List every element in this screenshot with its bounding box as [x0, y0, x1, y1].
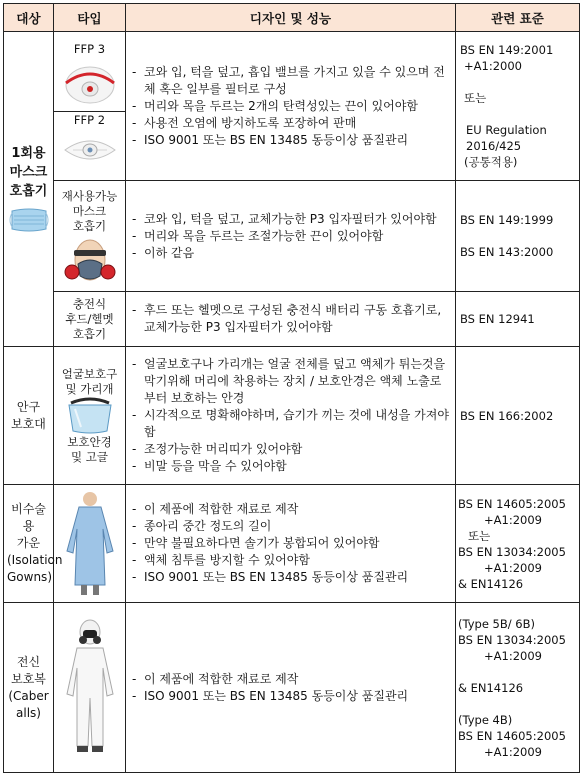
ppe-standards-table: [3, 3, 580, 773]
std-line: BS EN 166:2002: [460, 408, 554, 423]
type-isolation-gown: [54, 485, 126, 603]
std-line: 2016/425: [466, 139, 522, 153]
type-ffp: [54, 32, 126, 181]
type-line: 후드/헬멧: [65, 311, 114, 326]
category-line: (Caber: [8, 688, 49, 703]
category-line: 마스크: [9, 164, 48, 180]
std-line: BS EN 14605:2005: [458, 728, 566, 743]
std-line: 또는: [468, 528, 491, 543]
std-line: BS EN 149:1999: [460, 213, 554, 227]
half-mask-respirator-image: [60, 234, 120, 284]
std-line: EU Regulation: [466, 123, 547, 137]
std-blank: [458, 664, 575, 680]
type-line: 호흡기: [72, 326, 107, 341]
design-item: - 이 제품에 적합한 재료로 제작: [132, 671, 299, 686]
category-eye-protection: [4, 347, 54, 485]
std-line: BS EN 143:2000: [460, 245, 554, 259]
std-line: & EN14126: [458, 680, 524, 695]
header-standard: 관련 표준: [456, 4, 580, 32]
std-blank: [460, 106, 575, 122]
category-line: Gowns): [7, 570, 52, 584]
ffp2-respirator-image: [59, 128, 121, 172]
std-line: (Type 5B/ 6B): [458, 616, 535, 631]
standard-eye-protection: [456, 347, 580, 485]
std-line: (Type 4B): [458, 712, 513, 727]
type-line: 얼굴보호구: [61, 366, 118, 381]
std-line: BS EN 12941: [460, 312, 535, 326]
type-line: 및 가리개: [65, 381, 114, 396]
category-line: 안구: [16, 399, 41, 414]
ffp3-respirator-image: [60, 57, 120, 109]
standard-coverall: [456, 603, 580, 773]
std-line: +A1:2009: [484, 648, 542, 663]
design-item: - 코와 입, 턱을 덮고, 교체가능한 P3 입자필터가 있어야함: [132, 211, 437, 226]
std-line: & EN14126: [458, 576, 524, 591]
design-item: - 얼굴보호구나 가리개는 얼굴 전체를 덮고 액체가 튀는것을 막기위해 머리에 착용하는 장치 / 보호안경은 액체 노출로부터 보호하는 안경: [132, 357, 446, 405]
design-item: - 후드 또는 헬멧으로 구성된 충전식 배터리 구동 호흡기로, 교체가능한 P3 입자필터가 있어야함: [132, 303, 442, 334]
design-item: - 머리와 목을 두르는 조절가능한 끈이 있어야함: [132, 228, 384, 243]
isolation-gown-image: [61, 489, 119, 599]
std-line: +A1:2000: [464, 59, 522, 73]
type-powered-respirator: [54, 292, 126, 347]
design-item: - 만약 불필요하다면 솔기가 봉합되어 있어야함: [132, 536, 380, 550]
std-blank: [458, 696, 575, 712]
design-isolation-gown: [126, 485, 456, 603]
design-powered-respirator: [126, 292, 456, 347]
header-design: 디자인 및 성능: [126, 4, 456, 32]
type-line: 충전식: [72, 296, 107, 311]
type-line: 재사용가능: [61, 188, 118, 203]
coverall-suit-image: [61, 618, 119, 758]
category-line: 1회용: [11, 145, 46, 161]
category-coverall: [4, 603, 54, 773]
type-line: 보호안경: [67, 434, 112, 449]
standard-powered-respirator: [456, 292, 580, 347]
standard-isolation-gown: [456, 485, 580, 603]
std-line: BS EN 14605:2005: [458, 496, 566, 511]
standard-reusable-mask: [456, 181, 580, 292]
type-coverall: [54, 603, 126, 773]
type-line: 및 고글: [71, 449, 108, 464]
std-line: BS EN 13034:2005: [458, 544, 566, 559]
category-line: alls): [16, 705, 41, 720]
design-eye-protection: [126, 347, 456, 485]
std-blank: [460, 74, 575, 90]
category-line: 전신: [16, 654, 41, 669]
design-item: - 이하 같음: [132, 245, 195, 260]
ffp2-label: FFP 2: [73, 112, 106, 127]
design-item: - 종아리 중간 정도의 길이: [132, 519, 272, 533]
type-reusable-mask: [54, 181, 126, 292]
design-item: - ISO 9001 또는 BS EN 13485 동등이상 품질관리: [132, 132, 409, 147]
ffp-divider: [54, 111, 125, 112]
std-line: (공통적용): [464, 155, 518, 169]
design-reusable-mask: [126, 181, 456, 292]
std-line: +A1:2009: [484, 744, 542, 759]
design-coverall: [126, 603, 456, 773]
design-item: - 비말 등을 막을 수 있어야함: [132, 459, 287, 473]
std-blank: [460, 228, 575, 244]
type-eye-protection: [54, 347, 126, 485]
design-item: - 시각적으로 명확해야하며, 습기가 끼는 것에 내성을 가져야 함: [132, 408, 449, 439]
design-disposable-mask: [126, 32, 456, 181]
std-line: +A1:2009: [484, 512, 542, 527]
header-category: 대상: [4, 4, 54, 32]
type-line: 호흡기: [72, 218, 107, 233]
design-item: - 코와 입, 턱을 덮고, 흡입 밸브를 가지고 있을 수 있으며 전체 혹은 일부를 필터로 구성: [132, 64, 445, 96]
std-line: BS EN 149:2001: [460, 43, 554, 57]
std-line: +A1:2009: [484, 560, 542, 575]
std-line: BS EN 13034:2005: [458, 632, 566, 647]
category-isolation-gown: [4, 485, 63, 603]
type-line: 마스크: [72, 203, 107, 218]
face-shield-image: [61, 397, 119, 435]
design-item: - 이 제품에 적합한 재료로 제작: [132, 502, 299, 516]
category-disposable-mask: [4, 32, 54, 347]
design-item: - 액체 침투를 방지할 수 있어야함: [132, 553, 310, 567]
standard-disposable-mask: [456, 32, 580, 181]
ffp3-label: FFP 3: [73, 41, 106, 56]
design-item: - ISO 9001 또는 BS EN 13485 동등이상 품질관리: [132, 570, 409, 584]
category-line: 보호복: [11, 671, 46, 686]
surgical-mask-image: [8, 205, 50, 235]
category-line: 호흡기: [9, 183, 48, 199]
header-type: 타입: [54, 4, 126, 32]
category-line: 비수술용: [11, 502, 46, 533]
category-line: (Isolation: [7, 553, 63, 567]
design-item: - 머리와 목을 두르는 2개의 탄력성있는 끈이 있어야함: [132, 98, 418, 113]
category-line: 가운: [16, 536, 41, 550]
design-item: - 사용전 오염에 방지하도록 포장하여 판매: [132, 115, 357, 130]
category-line: 보호대: [11, 416, 46, 431]
design-item: - ISO 9001 또는 BS EN 13485 동등이상 품질관리: [132, 688, 409, 703]
std-line: 또는: [464, 91, 487, 105]
design-item: - 조정가능한 머리띠가 있어야함: [132, 442, 303, 456]
